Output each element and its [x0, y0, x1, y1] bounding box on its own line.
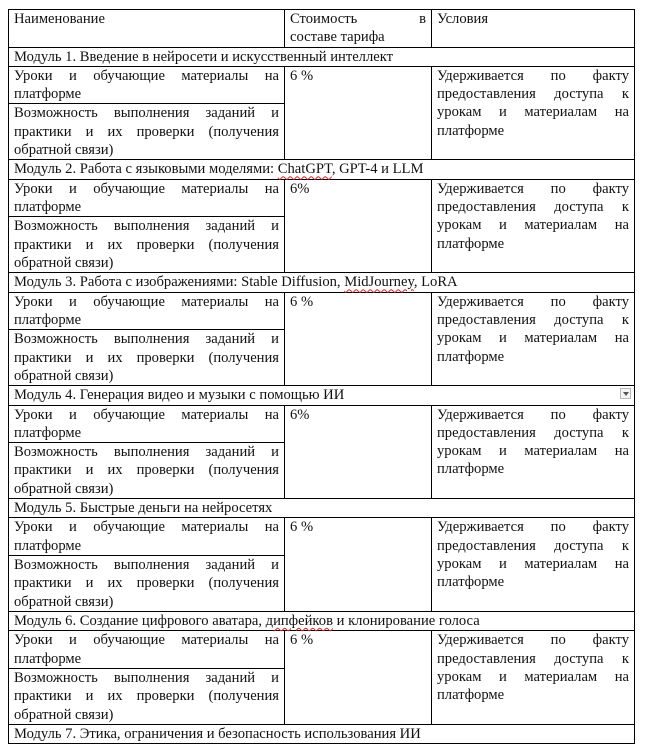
item-cost: 6%: [285, 405, 432, 499]
item-lessons: Уроки и обучающие материалы на платформе: [9, 518, 285, 556]
item-cost: 6 %: [285, 292, 432, 386]
header-row: [9, 10, 635, 48]
item-row: [9, 179, 635, 217]
header-cost-word2: в: [419, 11, 426, 27]
item-assignments: Возможность выполнения заданий и практики и их проверки (получения обратной связи): [9, 217, 285, 273]
header-conditions: Условия: [432, 10, 635, 48]
module-row: [9, 47, 635, 66]
module-title: Модуль 6. Создание цифрового аватара, дипфейков и клонирование голоса: [9, 612, 635, 631]
item-row: [9, 66, 635, 104]
spellcheck-word: дипфейков: [265, 613, 333, 630]
module-row: [9, 724, 635, 743]
module-row: [9, 612, 635, 631]
item-assignments: Возможность выполнения заданий и практики и их проверки (получения обратной связи): [9, 556, 285, 612]
item-assignments: Возможность выполнения заданий и практики и их проверки (получения обратной связи): [9, 104, 285, 160]
item-cost: 6 %: [285, 518, 432, 612]
header-cost-line2: составе тарифа: [290, 29, 385, 46]
spellcheck-word: ChatGPT: [277, 161, 332, 178]
module-row: [9, 160, 635, 179]
module-title: Модуль 3. Работа с изображениями: Stable Diffusion, MidJourney, LoRA: [9, 273, 635, 292]
module-title: Модуль 5. Быстрые деньги на нейросетях: [9, 499, 635, 518]
item-row: [9, 631, 635, 669]
item-assignments: Возможность выполнения заданий и практики и их проверки (получения обратной связи): [9, 668, 285, 724]
item-lessons: Уроки и обучающие материалы на платформе: [9, 66, 285, 104]
item-row: [9, 518, 635, 556]
item-row: [9, 292, 635, 330]
spellcheck-word: MidJourney: [344, 274, 414, 291]
item-cost: 6 %: [285, 631, 432, 725]
header-name: Наименование: [9, 10, 285, 48]
dropdown-arrow-icon[interactable]: [620, 388, 631, 399]
item-lessons: Уроки и обучающие материалы на платформе: [9, 631, 285, 669]
item-lessons: Уроки и обучающие материалы на платформе: [9, 405, 285, 443]
item-condition: Удерживается по факту предоставления доступа к урокам и материалам на платформе: [432, 631, 635, 725]
item-assignments: Возможность выполнения заданий и практики и их проверки (получения обратной связи): [9, 443, 285, 499]
module-title: Модуль 1. Введение в нейросети и искусственный интеллект: [9, 47, 635, 66]
module-row: [9, 499, 635, 518]
module-row: [9, 386, 635, 405]
module-title: Модуль 2. Работа с языковыми моделями: ChatGPT, GPT-4 и LLM: [9, 160, 635, 179]
module-title: Модуль 4. Генерация видео и музыки с помощью ИИ: [9, 386, 635, 405]
item-condition: Удерживается по факту предоставления доступа к урокам и материалам на платформе: [432, 66, 635, 160]
item-condition: Удерживается по факту предоставления доступа к урокам и материалам на платформе: [432, 518, 635, 612]
item-assignments: Возможность выполнения заданий и практики и их проверки (получения обратной связи): [9, 330, 285, 386]
item-condition: Удерживается по факту предоставления доступа к урокам и материалам на платформе: [432, 405, 635, 499]
item-cost: 6%: [285, 179, 432, 273]
module-title: Модуль 7. Этика, ограничения и безопасность использования ИИ: [9, 724, 635, 743]
header-cost: [285, 10, 432, 48]
item-condition: Удерживается по факту предоставления доступа к урокам и материалам на платформе: [432, 292, 635, 386]
item-condition: Удерживается по факту предоставления доступа к урокам и материалам на платформе: [432, 179, 635, 273]
header-cost-word1: Стоимость: [290, 11, 358, 27]
item-row: [9, 405, 635, 443]
tariff-table: [8, 9, 635, 744]
item-lessons: Уроки и обучающие материалы на платформе: [9, 179, 285, 217]
item-cost: 6 %: [285, 66, 432, 160]
module-row: [9, 273, 635, 292]
item-lessons: Уроки и обучающие материалы на платформе: [9, 292, 285, 330]
